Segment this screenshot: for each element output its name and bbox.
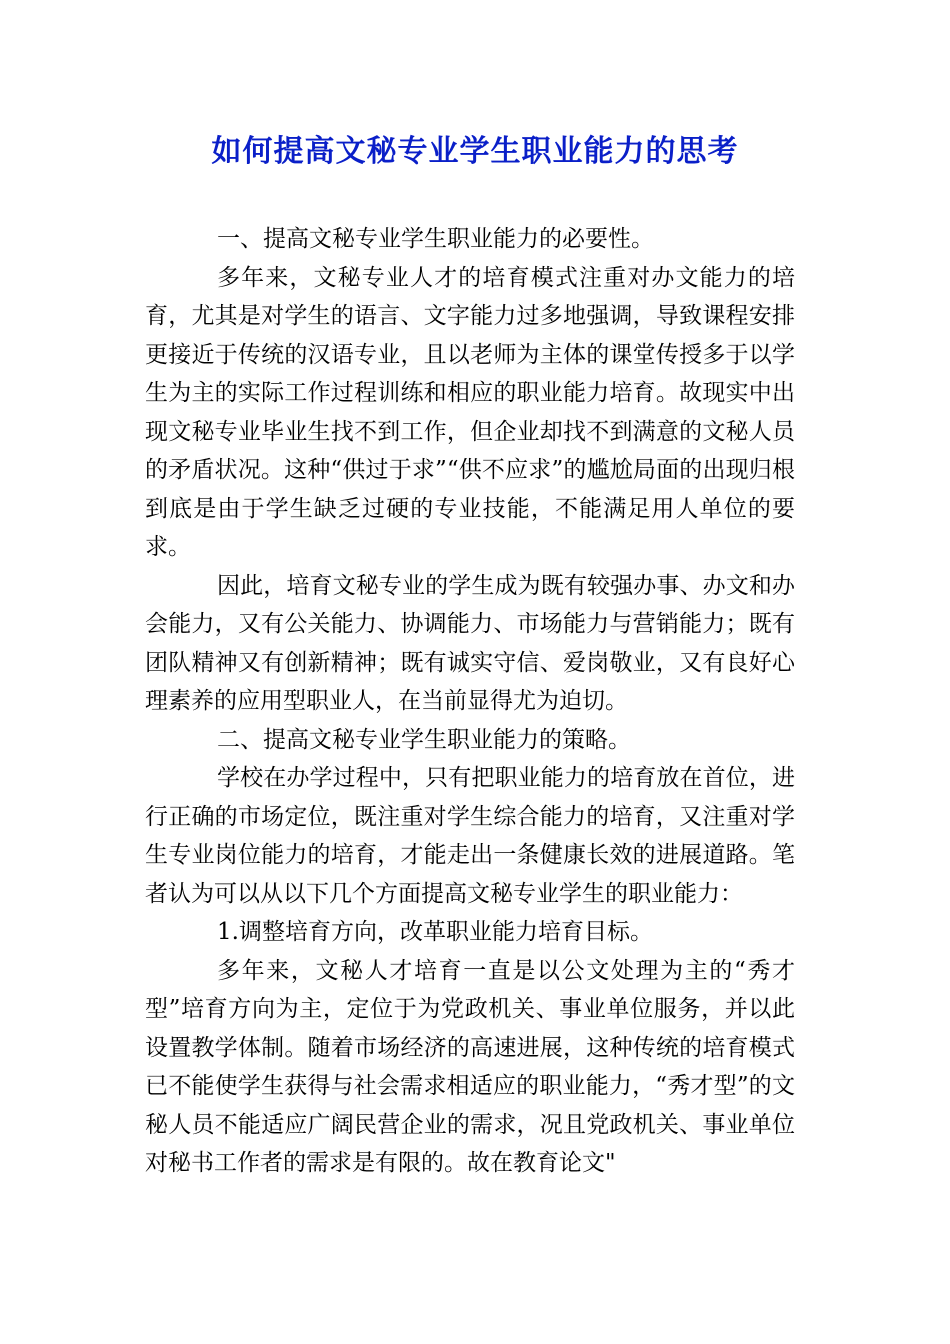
body-paragraph: 因此，培育文秘专业的学生成为既有较强办事、办文和办会能力，又有公关能力、协调能力、市场能力与营销能力；既有团队精神又有创新精神；既有诚实守信、爱岗敬业，又有良好心理素养的应用型职业人，在当前显得尤为迫切。: [145, 572, 795, 714]
body-paragraph: 多年来，文秘专业人才的培育模式注重对办文能力的培育，尤其是对学生的语言、文字能力过多地强调，导致课程安排更接近于传统的汉语专业，且以老师为主体的课堂传授多于以学生为主的实际工作过程训练和相应的职业能力培育。故现实中出现文秘专业毕业生找不到工作，但企业却找不到满意的文秘人员的矛盾状况。这种“供过于求”“供不应求”的尴尬局面的出现归根到底是由于学生缺乏过硬的专业技能，不能满足用人单位的要求。: [145, 264, 795, 560]
body-paragraph: 多年来，文秘人才培育一直是以公文处理为主的“秀才型”培育方向为主，定位于为党政机关、事业单位服务，并以此设置教学体制。随着市场经济的高速进展，这种传统的培育模式已不能使学生获得与社会需求相适应的职业能力，“秀才型”的文秘人员不能适应广阔民营企业的需求，况且党政机关、事业单位对秘书工作者的需求是有限的。故在教育论文": [145, 957, 795, 1176]
document-title: 如何提高文秘专业学生职业能力的思考: [211, 134, 739, 169]
section-heading: 一、提高文秘专业学生职业能力的必要性。: [217, 226, 654, 252]
section-heading: 二、提高文秘专业学生职业能力的策略。: [217, 726, 631, 753]
document-body: [145, 220, 795, 1183]
body-paragraph: 学校在办学过程中，只有把职业能力的培育放在首位，进行正确的市场定位，既注重对学生综合能力的培育，又注重对学生专业岗位能力的培育，才能走出一条健康长效的进展道路。笔者认为可以从以下几个方面提高文秘专业学生的职业能力：: [145, 765, 795, 907]
subsection-heading: 1.调整培育方向，改革职业能力培育目标。: [217, 919, 653, 945]
